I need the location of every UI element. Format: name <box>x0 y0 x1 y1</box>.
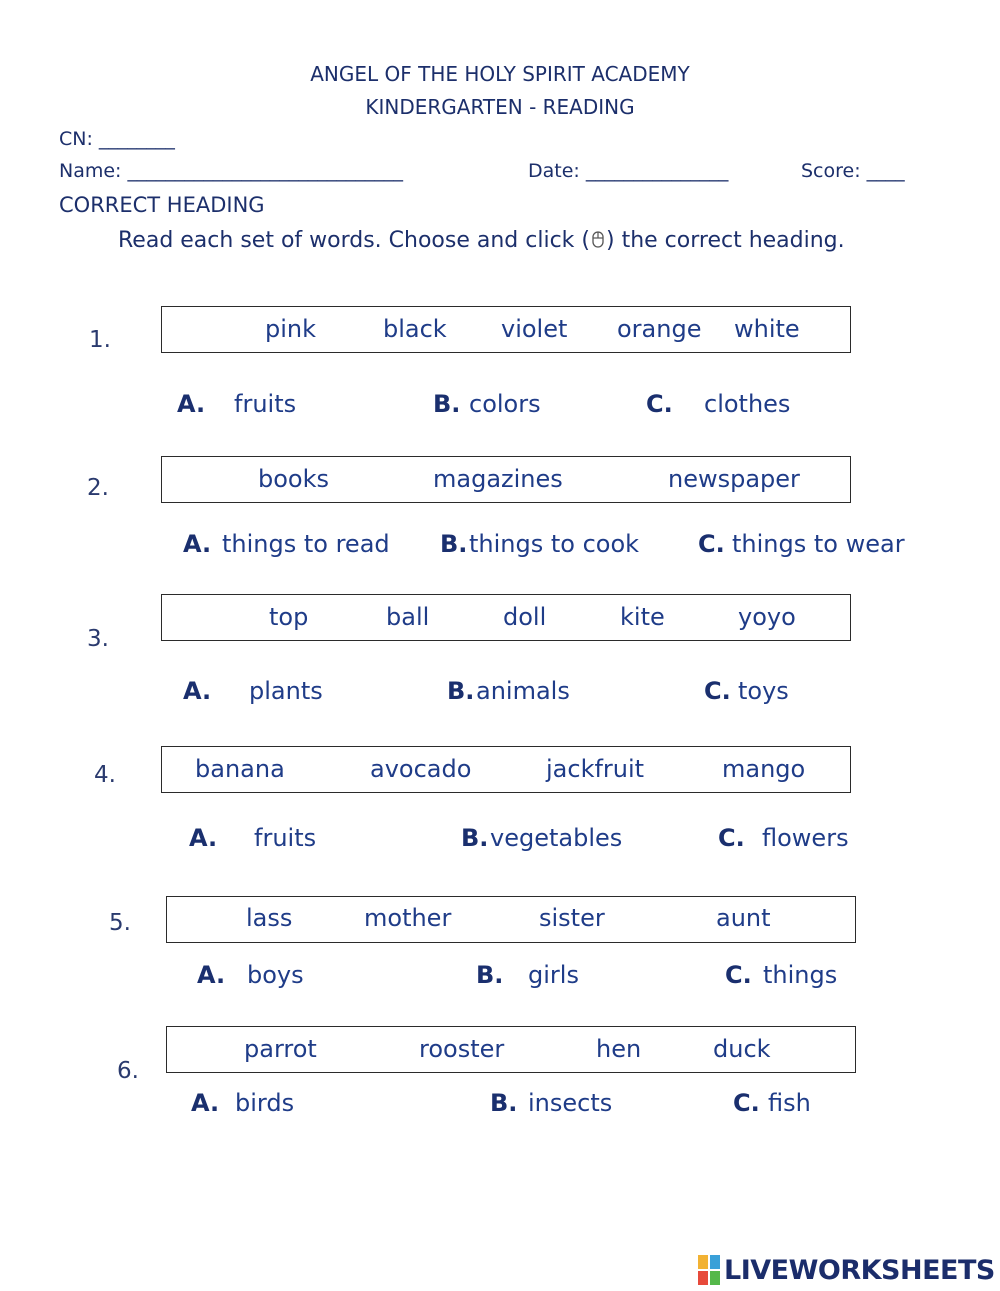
option-letter: B. <box>490 1089 518 1117</box>
option-b-text[interactable]: colors <box>469 390 541 418</box>
question-number: 5. <box>109 910 131 936</box>
mouse-icon <box>590 229 606 255</box>
option-a[interactable] <box>191 1089 219 1117</box>
logo-cubes-icon <box>698 1255 720 1285</box>
word: magazines <box>433 465 563 493</box>
option-c[interactable] <box>718 824 745 852</box>
word: mother <box>364 904 452 932</box>
instruction-text-before: Read each set of words. Choose and click ( <box>118 228 590 253</box>
word: kite <box>620 603 665 631</box>
word: violet <box>501 315 568 343</box>
option-c-text[interactable]: clothes <box>704 390 791 418</box>
option-letter: B. <box>440 530 468 558</box>
option-b[interactable] <box>440 530 467 558</box>
subject-title: KINDERGARTEN - READING <box>365 95 635 119</box>
word: top <box>269 603 309 631</box>
question-number: 2. <box>87 475 109 501</box>
option-letter: C. <box>725 961 752 989</box>
option-letter: A. <box>197 961 226 989</box>
option-c-text[interactable]: fish <box>768 1089 811 1117</box>
option-a-text[interactable]: boys <box>247 961 304 989</box>
word: avocado <box>370 755 472 783</box>
question-number: 1. <box>89 327 111 353</box>
option-letter: A. <box>177 390 206 418</box>
option-b[interactable] <box>433 390 460 418</box>
option-a-text[interactable]: birds <box>235 1089 295 1117</box>
word: newspaper <box>668 465 800 493</box>
word: sister <box>539 904 605 932</box>
word: mango <box>722 755 806 783</box>
word: doll <box>503 603 547 631</box>
word: jackfruit <box>546 755 645 783</box>
option-c[interactable] <box>698 530 725 558</box>
option-b[interactable] <box>490 1089 517 1117</box>
option-letter: A. <box>189 824 218 852</box>
word: pink <box>265 315 317 343</box>
word: ball <box>386 603 430 631</box>
option-a-text[interactable]: things to read <box>222 530 390 558</box>
option-c-text[interactable]: flowers <box>762 824 849 852</box>
option-b[interactable] <box>447 677 474 705</box>
word: hen <box>596 1035 642 1063</box>
option-a[interactable] <box>183 530 211 558</box>
option-letter: A. <box>183 530 212 558</box>
option-b[interactable] <box>476 961 503 989</box>
date-field: Date: _______________ <box>528 160 729 182</box>
option-letter: C. <box>704 677 731 705</box>
option-a-text[interactable]: plants <box>249 677 323 705</box>
question-number: 4. <box>94 762 116 788</box>
option-c[interactable] <box>646 390 673 418</box>
option-letter: B. <box>461 824 489 852</box>
option-letter: A. <box>183 677 212 705</box>
option-a-text[interactable]: fruits <box>254 824 317 852</box>
option-letter: C. <box>646 390 673 418</box>
score-field: Score: ____ <box>801 160 905 182</box>
name-field: Name: _____________________________ <box>59 160 403 182</box>
option-a-text[interactable]: fruits <box>234 390 297 418</box>
word: yoyo <box>738 603 796 631</box>
option-c[interactable] <box>725 961 752 989</box>
option-b-text[interactable]: vegetables <box>490 824 623 852</box>
option-c[interactable] <box>704 677 731 705</box>
option-letter: B. <box>447 677 475 705</box>
option-letter: B. <box>433 390 461 418</box>
logo-cube <box>698 1255 708 1269</box>
question-number: 3. <box>87 626 109 652</box>
word: white <box>734 315 800 343</box>
option-a[interactable] <box>183 677 211 705</box>
option-b-text[interactable]: girls <box>528 961 579 989</box>
word: banana <box>195 755 285 783</box>
word: orange <box>617 315 702 343</box>
word: books <box>258 465 330 493</box>
section-title: CORRECT HEADING <box>59 193 265 217</box>
word: duck <box>713 1035 771 1063</box>
option-letter: C. <box>733 1089 760 1117</box>
school-name: ANGEL OF THE HOLY SPIRIT ACADEMY <box>310 62 690 86</box>
word: aunt <box>716 904 771 932</box>
option-c-text[interactable]: things to wear <box>732 530 905 558</box>
word: black <box>383 315 447 343</box>
option-c-text[interactable]: toys <box>738 677 789 705</box>
word: parrot <box>244 1035 317 1063</box>
option-letter: C. <box>698 530 725 558</box>
option-letter: A. <box>191 1089 220 1117</box>
option-b-text[interactable]: insects <box>528 1089 613 1117</box>
instruction <box>118 228 845 255</box>
word: rooster <box>419 1035 505 1063</box>
option-c-text[interactable]: things <box>763 961 838 989</box>
logo-cube <box>710 1271 720 1285</box>
option-a[interactable] <box>189 824 217 852</box>
word: lass <box>246 904 293 932</box>
question-number: 6. <box>117 1058 139 1084</box>
logo-cube <box>698 1271 708 1285</box>
option-b[interactable] <box>461 824 488 852</box>
logo-text: LIVEWORKSHEETS <box>724 1254 995 1286</box>
option-b-text[interactable]: animals <box>476 677 570 705</box>
option-c[interactable] <box>733 1089 760 1117</box>
option-a[interactable] <box>197 961 225 989</box>
option-letter: B. <box>476 961 504 989</box>
cn-field: CN: ________ <box>59 128 175 150</box>
option-a[interactable] <box>177 390 205 418</box>
logo-cube <box>710 1255 720 1269</box>
instruction-text-after: ) the correct heading. <box>606 228 845 253</box>
option-letter: C. <box>718 824 745 852</box>
liveworksheets-logo[interactable] <box>698 1255 995 1285</box>
option-b-text[interactable]: things to cook <box>469 530 640 558</box>
